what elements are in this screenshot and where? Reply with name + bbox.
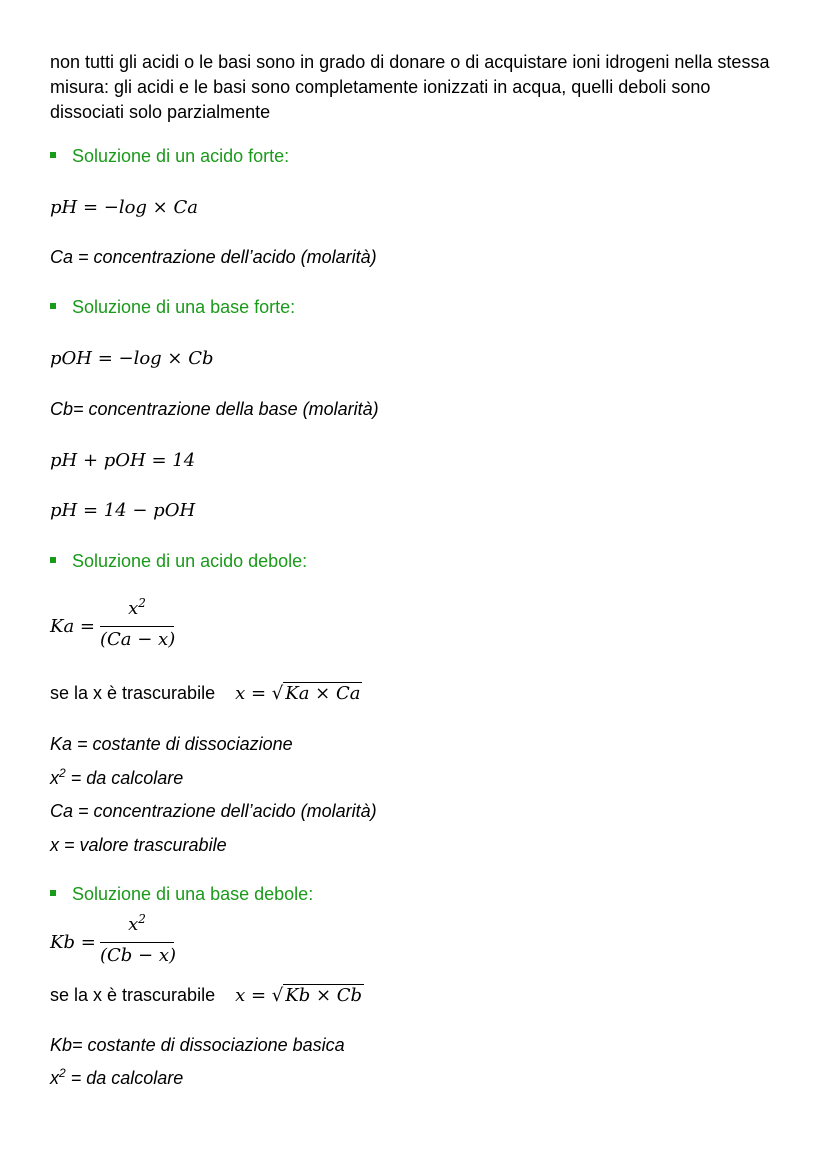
negligible-text: se la x è trascurabile xyxy=(50,683,216,703)
formula-ph-plus-poh: pH + pOH = 14 xyxy=(50,450,196,471)
fraction-numerator: $x^2$ xyxy=(128,596,146,619)
sqrt-content: Ka × Ca xyxy=(285,683,361,704)
square-root-icon: √ Ka × Ca xyxy=(271,683,361,704)
fraction xyxy=(100,598,174,658)
definition-x2: $x^2$ = da calcolare xyxy=(50,766,184,788)
heading-text: Soluzione di una base forte: xyxy=(72,297,296,317)
definition-ca: Ca = concentrazione dell’acido (molarità) xyxy=(50,247,377,267)
intro-paragraph: non tutti gli acidi o le basi sono in grado di donare o di acquistare ioni idrogeni nella stessa misura: gli acidi e le basi sono completamente ionizzati in acqua, quelli deboli sono dissociati solo parzialmente xyxy=(50,52,770,122)
negligible-text: se la x è trascurabile xyxy=(50,985,216,1005)
definition-cb: Cb= concentrazione della base (molarità) xyxy=(50,399,379,419)
sqrt-content: Kb × Cb xyxy=(285,985,363,1006)
formula-kb-fraction xyxy=(50,914,250,974)
heading-strong-base xyxy=(50,296,295,318)
fraction-bar xyxy=(100,626,174,627)
formula-poh-strong-base: pOH = −log × Cb xyxy=(50,348,214,369)
heading-text: Soluzione di una base debole: xyxy=(72,884,314,904)
negligible-x-acid xyxy=(50,681,362,706)
heading-weak-base xyxy=(50,883,313,905)
negligible-lhs: x = xyxy=(235,985,267,1006)
fraction-lhs: Ka = xyxy=(50,616,95,637)
definition-x-negligible: x = valore trascurabile xyxy=(50,835,227,855)
definition-ka: Ka = costante di dissociazione xyxy=(50,734,293,754)
fraction-denominator: (Cb − x) xyxy=(100,945,177,966)
heading-text: Soluzione di un acido forte: xyxy=(72,146,290,166)
definition-ca-acid: Ca = concentrazione dell’acido (molarità) xyxy=(50,801,377,821)
square-root-icon: √ Kb × Cb xyxy=(271,985,363,1006)
formula-ph-from-poh: pH = 14 − pOH xyxy=(50,500,196,521)
definition-kb: Kb= costante di dissociazione basica xyxy=(50,1035,345,1055)
fraction-lhs: Kb = xyxy=(50,932,96,953)
bullet-square-icon xyxy=(50,152,56,158)
bullet-square-icon xyxy=(50,303,56,309)
formula-ph-strong-acid: pH = −log × Ca xyxy=(50,197,198,218)
bullet-square-icon xyxy=(50,890,56,896)
definition-x2-base: $x^2$ = da calcolare xyxy=(50,1066,184,1088)
fraction-denominator: (Ca − x) xyxy=(100,629,176,650)
negligible-lhs: x = xyxy=(235,683,267,704)
fraction xyxy=(100,912,177,974)
fraction-numerator: $x^2$ xyxy=(128,912,146,935)
negligible-x-base xyxy=(50,983,364,1008)
formula-ka-fraction xyxy=(50,598,250,658)
heading-text: Soluzione di un acido debole: xyxy=(72,551,308,571)
fraction-bar xyxy=(100,942,174,943)
bullet-square-icon xyxy=(50,557,56,563)
heading-strong-acid xyxy=(50,145,289,167)
heading-weak-acid xyxy=(50,550,307,572)
